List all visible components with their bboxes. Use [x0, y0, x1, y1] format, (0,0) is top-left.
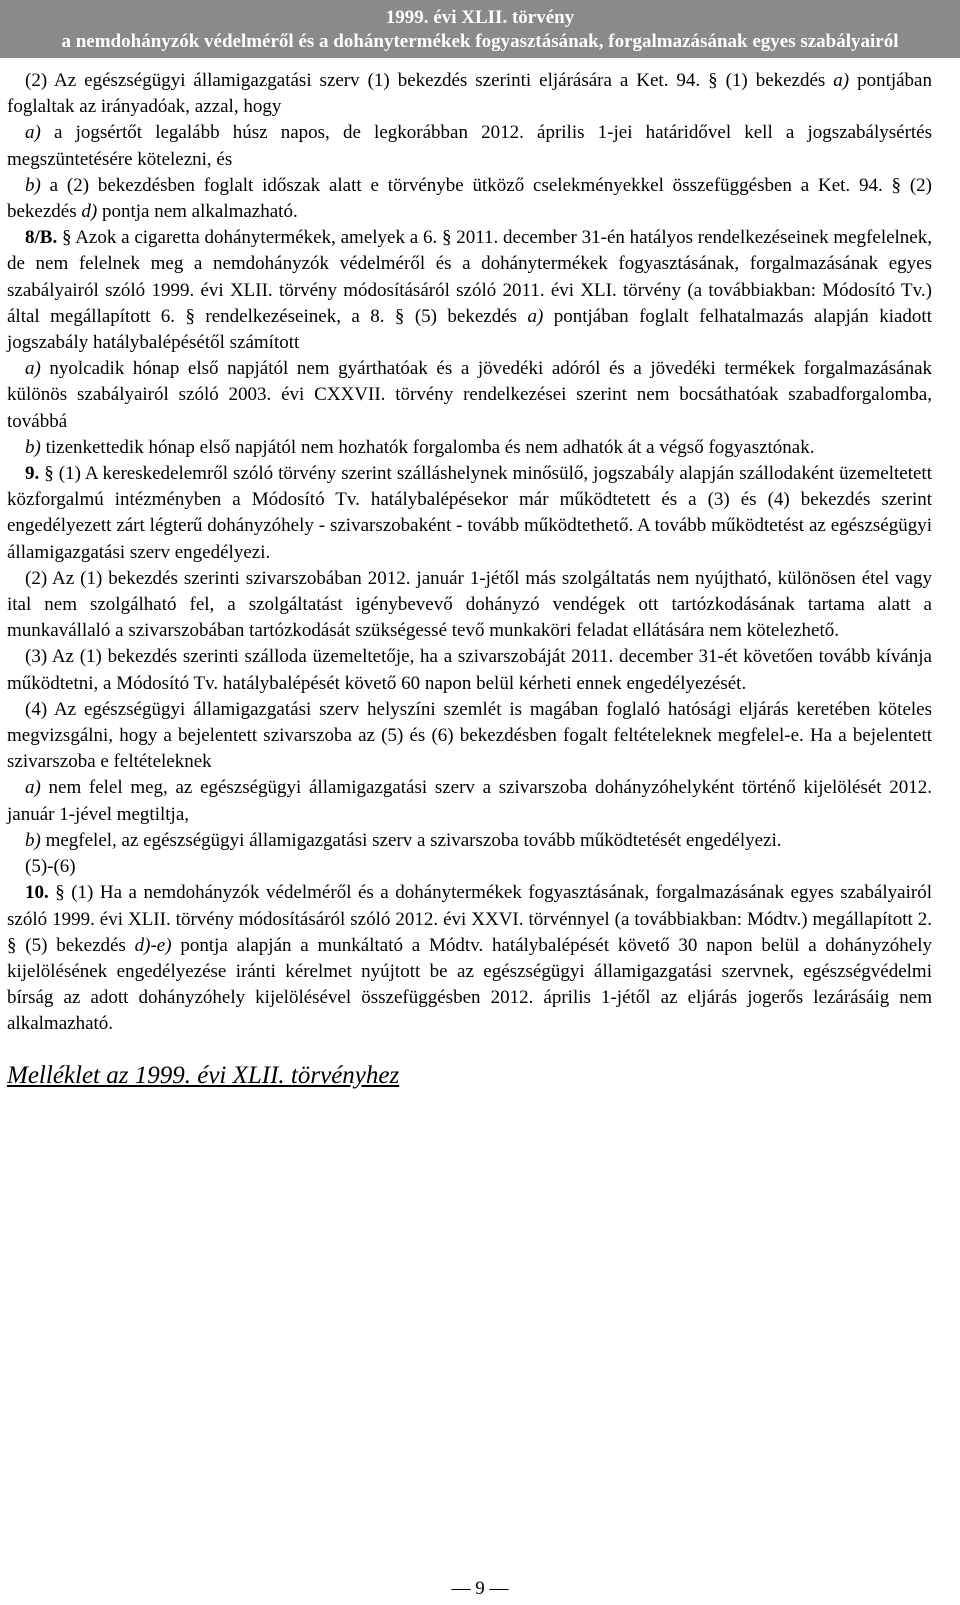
point-label: a) — [25, 777, 41, 799]
paragraph — [7, 775, 932, 827]
paragraph — [7, 225, 932, 356]
annex-title: Melléklet az 1999. évi XLII. törvényhez — [7, 1061, 400, 1089]
paragraph-text: nyolcadik hónap első napjától nem gyárthatóak és a jövedéki adóról és a jövedéki termékek forgalmazásának különös szabályairól szóló 2003. évi CXXVII. törvény rendelkezései szerint nem bocsáthatóak szabadforgalomba, továbbá — [7, 358, 932, 432]
header-law-subtitle: a nemdohányzók védelméről és a dohánytermékek fogyasztásának, forgalmazásának egyes szabályairól — [61, 31, 899, 52]
paragraph-text: pontjában foglalt felhatalmazás alapján kiadott jogszabály hatálybalépésétől számított — [7, 305, 932, 354]
paragraph-text: pontja alapján a munkáltató a Módtv. hatálybalépését követő 30 napon belül a dohányzóhely kijelölésének engedélyezése iránti kérelmet nyújtott be az egészségügyi államigazgatási szervnek, egészségvédelmi bírság az adott dohányzóhely kijelölésével összefüggésben 2012. április 1-jétől az eljárás jogerős lezárásáig nem alkalmazható. — [7, 934, 933, 1035]
document-body — [0, 58, 960, 1038]
point-label: b) — [25, 436, 41, 458]
paragraph — [7, 566, 932, 645]
paragraph — [7, 828, 932, 854]
running-header — [0, 0, 960, 58]
paragraph-text: (2) Az egészségügyi államigazgatási szerv (1) bekezdés szerinti eljárására a Ket. 94. § (1) bekezdés — [25, 70, 834, 91]
paragraph-text: § Azok a cigaretta dohánytermékek, amelyek a 6. § 2011. december 31-én hatályos rendelkezéseinek megfelelnek, de nem felelnek meg a nemdohányzók védelméről és a dohánytermékek fogyasztásának, forgalmazásának egyes szabályairól szóló 1999. évi XLII. törvény módosításáról szóló 2011. évi XLI. törvény (a továbbiakban: Módosító Tv.) által megállapított 6. § rendelkezéseinek, a 8. § (5) bekezdés — [7, 227, 932, 327]
paragraph-text: § (1) A kereskedelemről szóló törvény szerint szálláshelynek minősülő, jogszabály alapján szállodaként üzemeltetett közforgalmú intézményben a Módosító Tv. hatálybalépésekor már működtetett és a (3) és (4) bekezdés szerint engedélyezett zárt légterű dohányzóhely - szivarszobaként - tovább működtethető. A tovább működtetést az egészségügyi államigazgatási szerv engedélyezi. — [7, 463, 932, 563]
paragraph-text: tizenkettedik hónap első napjától nem hozhatók forgalomba és nem adhatók át a végső fogyasztónak. — [40, 436, 815, 458]
paragraph-text: pontja nem alkalmazható. — [97, 201, 298, 223]
paragraph-text: (2) Az (1) bekezdés szerinti szivarszobában 2012. január 1-jétől más szolgáltatás nem nyújtható, különösen étel vagy ital nem szolgálható fel, a szolgáltatást igénybevevő dohányzó vendégek ott tartózkodásának tartama alatt a munkavállaló a szivarszobában tartózkodását szükségessé tevő munkaköri feladat ellátására nem kötelezhető. — [7, 567, 932, 642]
paragraph-text: a jogsértőt legalább húsz napos, de legkorábban 2012. április 1-jei határidővel kell a jogszabálysértés megszüntetésére kötelezni, és — [7, 122, 932, 170]
paragraph — [7, 435, 932, 461]
paragraph-text: § (1) Ha a nemdohányzók védelméről és a dohánytermékek fogyasztásának, forgalmazásának egyes szabályairól szóló 1999. évi XLII. törvény módosításáról szóló 2012. évi XXVI. törvénnyel (a továbbiakban: Módtv.) megállapított 2. § (5) bekezdés — [7, 882, 932, 956]
section-number: 8/B. — [25, 227, 58, 249]
paragraph-text: a (2) bekezdésben foglalt időszak alatt e törvénybe ütköző cselekményekkel összefüggésben a Ket. 94. § (2) bekezdés — [7, 174, 932, 223]
point-label: d) — [81, 201, 98, 223]
paragraph — [7, 173, 932, 225]
section-number: 10. — [25, 882, 49, 904]
paragraph-text: (5)-(6) — [25, 856, 76, 878]
paragraph — [7, 68, 932, 120]
page-number: — 9 — — [451, 1578, 509, 1599]
paragraph-text: nem felel meg, az egészségügyi államigazgatási szerv a szivarszoba dohányzóhelyként történő kijelölését 2012. január 1-jével megtiltja, — [7, 777, 932, 825]
point-label: a) — [25, 122, 41, 144]
header-law-title: 1999. évi XLII. törvény — [385, 7, 575, 28]
point-label: b) — [25, 829, 41, 851]
point-label: b) — [25, 174, 41, 196]
paragraph — [7, 356, 932, 435]
paragraph — [7, 644, 932, 696]
section-number: 9. — [25, 463, 40, 485]
paragraph-text: megfelel, az egészségügyi államigazgatási szerv a szivarszoba tovább működtetését engedélyezi. — [40, 829, 782, 851]
paragraph — [7, 461, 932, 566]
paragraph — [7, 120, 932, 172]
paragraph-text: (3) Az (1) bekezdés szerinti szálloda üzemeltetője, ha a szivarszobáját 2011. december 31-ét követően tovább kívánja működtetni, a Módosító Tv. hatálybalépését követő 60 napon belül kérheti ennek engedélyezését. — [7, 646, 932, 694]
paragraph — [7, 880, 932, 1037]
paragraph-text: pontjában foglaltak az irányadóak, azzal, hogy — [7, 70, 932, 118]
point-label: a) — [25, 358, 41, 380]
paragraph — [7, 854, 932, 880]
paragraph-text: (4) Az egészségügyi államigazgatási szerv helyszíni szemlét is magában foglaló hatósági eljárás keretében köteles megvizsgálni, hogy a bejelentett szivarszoba az (5) és (6) bekezdésben fogalt feltételeknek megfelel-e. Ha a bejelentett szivarszoba e feltételeknek — [7, 698, 932, 773]
point-label: d)-e) — [134, 934, 172, 956]
paragraph — [7, 697, 932, 776]
point-label: a) — [527, 305, 544, 327]
point-label: a) — [833, 70, 850, 91]
